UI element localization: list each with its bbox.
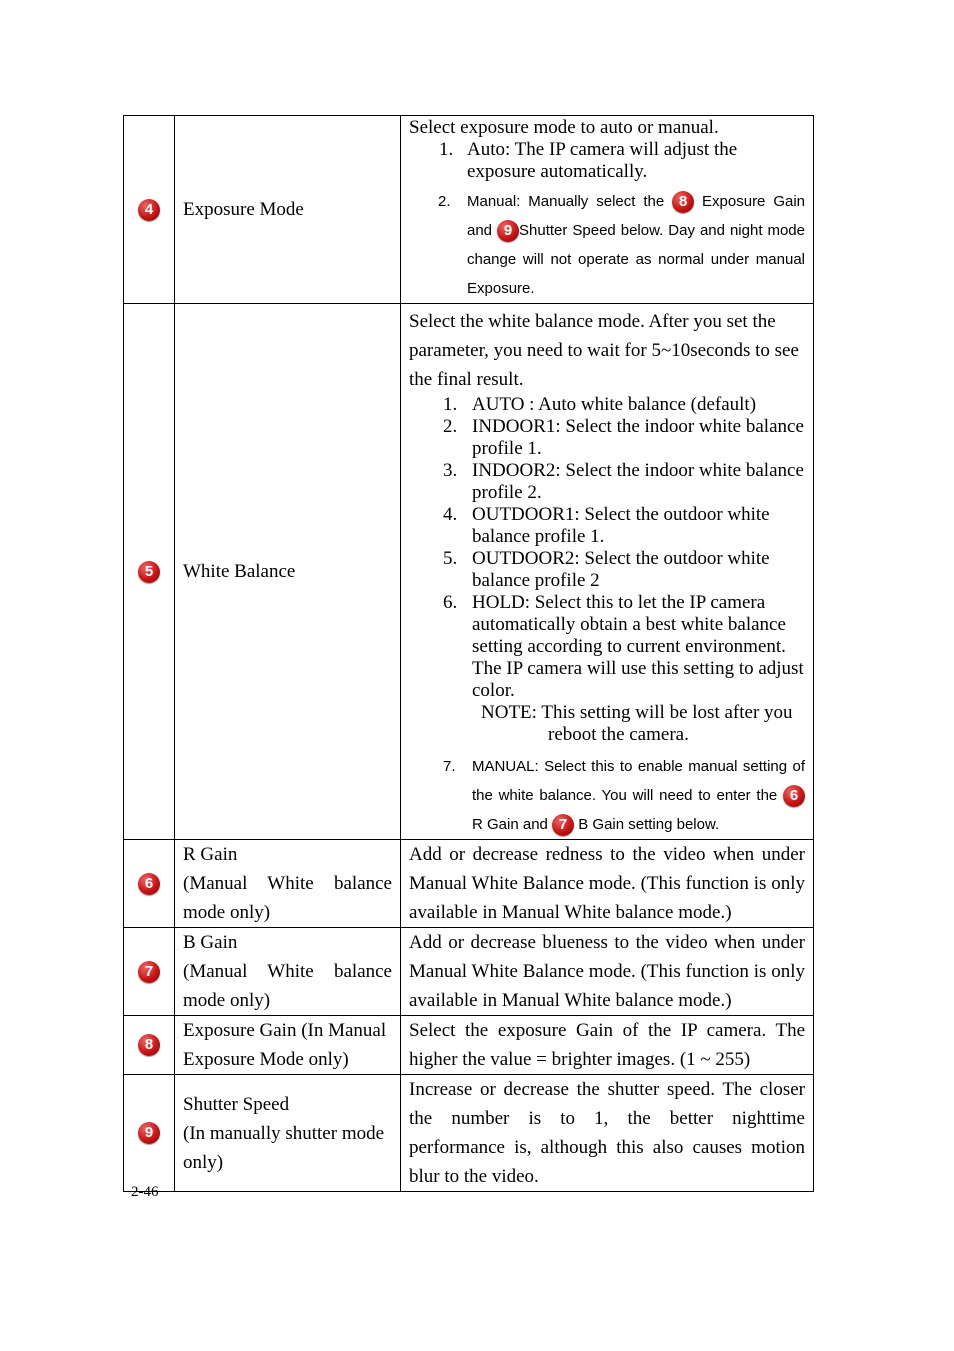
number-8-icon: 8 (672, 191, 694, 213)
number-9-icon: 9 (497, 220, 519, 242)
list-item: 1. Auto: The IP camera will adjust the exposure automatically. (439, 139, 738, 182)
table-row: 8 Exposure Gain (In Manual Exposure Mode only) Select the exposure Gain of the IP camera. The higher the value = brighter images. (1 ~ 255) (124, 1016, 814, 1075)
setting-description: Increase or decrease the shutter speed. The closer the number is to 1, the better nighttime performance is, although this also causes motion blur to the video. (409, 1079, 805, 1187)
number-4-icon: 4 (138, 199, 160, 221)
setting-description: Add or decrease blueness to the video when under Manual White Balance mode. (This function is only available in Manual White balance mode.) (409, 932, 805, 1011)
table-row: 9 Shutter Speed (In manually shutter mode only) Increase or decrease the shutter speed. The closer the number is to 1, the better nighttime performance is, although this also causes motion blur to the video. (124, 1075, 814, 1192)
setting-description: Select the exposure Gain of the IP camera. The higher the value = brighter images. (1 ~ 255) (409, 1020, 805, 1070)
table-row: 7 B Gain (Manual White balance mode only) Add or decrease blueness to the video when under Manual White Balance mode. (This function is only available in Manual White balance mode.) (124, 928, 814, 1016)
setting-name: Exposure Gain (In Manual (183, 1020, 387, 1041)
table-row: 6 R Gain (Manual White balance mode only) Add or decrease redness to the video when under Manual White Balance mode. (This function is only available in Manual White balance mode.) (124, 840, 814, 928)
list-item: 2. Manual: Manually select the 8 Exposure Gain and 9 Shutter Speed below. Day and night mode change will not operate as normal under manual Exposure. (438, 193, 805, 297)
list-item: 7. MANUAL: Select this to enable manual setting of the white balance. You will need to enter the 6 R Gain and 7 B Gain setting below. (409, 752, 805, 839)
setting-name: Shutter Speed (183, 1093, 290, 1115)
page-number: 2-46 (131, 1184, 159, 1200)
setting-name: B Gain (183, 932, 238, 953)
setting-name: R Gain (183, 844, 238, 865)
list-item: 4. OUTDOOR1: Select the outdoor white balance profile 1. (443, 504, 770, 547)
number-7-icon: 7 (138, 961, 160, 983)
list-item: 6. HOLD: Select this to let the IP camera automatically obtain a best white balance setting according to current environment. The IP camera will use this setting to adjust color. (443, 592, 804, 701)
table-row (124, 116, 814, 304)
number-5-icon: 5 (138, 561, 160, 583)
list-item: 3. INDOOR2: Select the indoor white balance profile 2. (443, 460, 804, 503)
settings-table (123, 115, 814, 1192)
number-6-icon: 6 (783, 785, 805, 807)
number-8-icon: 8 (138, 1034, 160, 1056)
setting-description: Add or decrease redness to the video when under Manual White Balance mode. (This function is only available in Manual White balance mode.) (409, 844, 805, 923)
list-item: 5. OUTDOOR2: Select the outdoor white balance profile 2 (443, 548, 770, 591)
number-9-icon: 9 (138, 1122, 160, 1144)
setting-description: Select exposure mode to auto or manual. (409, 117, 719, 138)
list-item: 2. INDOOR1: Select the indoor white balance profile 1. (443, 416, 804, 459)
setting-name: Exposure Mode (183, 199, 304, 220)
setting-description: Select the white balance mode. After you set the parameter, you need to wait for 5~10seconds to see the final result. (409, 311, 799, 390)
table-row (124, 304, 814, 840)
list-item: 1. AUTO : Auto white balance (default) (443, 394, 757, 415)
number-6-icon: 6 (138, 873, 160, 895)
setting-name: White Balance (183, 561, 296, 582)
number-7-icon: 7 (552, 814, 574, 836)
note: NOTE: This setting will be lost after you reboot the camera. (481, 702, 793, 745)
